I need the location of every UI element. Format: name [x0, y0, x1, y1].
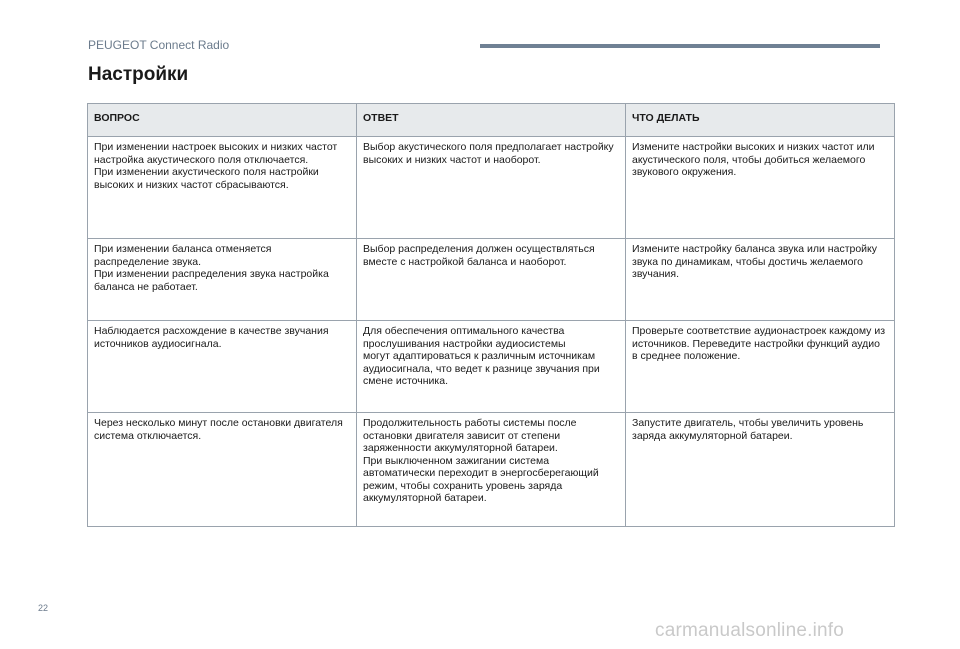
table-row [88, 239, 895, 321]
header-divider-bar [480, 44, 880, 48]
watermark: carmanualsonline.info [655, 620, 845, 641]
question-cell: При изменении баланса отменяется распределение звука. При изменении распределения звука настройка баланса не работает. [88, 239, 357, 321]
table-row [88, 137, 895, 239]
answer-cell: Продолжительность работы системы после остановки двигателя зависит от степени заряженности аккумуляторной батареи. При выключенном зажигании система автоматически переходит в энергосберегающий режим, чтобы сохранить уровень заряда аккумуляторной батареи. [357, 413, 626, 527]
table-row [88, 413, 895, 527]
page-number: 22 [38, 603, 49, 613]
table-header-row [88, 104, 895, 137]
action-cell: Измените настройку баланса звука или настройку звука по динамикам, чтобы достичь желаемого звучания. [626, 239, 895, 321]
answer-cell: Выбор акустического поля предполагает настройку высоких и низких частот и наоборот. [357, 137, 626, 239]
column-header-answer: ОТВЕТ [357, 104, 626, 137]
troubleshooting-table [87, 103, 895, 527]
action-cell: Измените настройки высоких и низких частот или акустического поля, чтобы добиться желаемого звукового окружения. [626, 137, 895, 239]
question-cell: Через несколько минут после остановки двигателя система отключается. [88, 413, 357, 527]
page-title: Настройки [88, 64, 189, 85]
action-cell: Запустите двигатель, чтобы увеличить уровень заряда аккумуляторной батареи. [626, 413, 895, 527]
question-cell: Наблюдается расхождение в качестве звучания источников аудиосигнала. [88, 321, 357, 413]
column-header-action: ЧТО ДЕЛАТЬ [626, 104, 895, 137]
answer-cell: Для обеспечения оптимального качества прослушивания настройки аудиосистемы могут адаптироваться к различным источникам аудиосигнала, что ведет к разнице звучания при смене источника. [357, 321, 626, 413]
manual-header-label: PEUGEOT Connect Radio [88, 38, 230, 52]
table-row [88, 321, 895, 413]
action-cell: Проверьте соответствие аудионастроек каждому из источников. Переведите настройки функций аудио в среднее положение. [626, 321, 895, 413]
question-cell: При изменении настроек высоких и низких частот настройка акустического поля отключается. При изменении акустического поля настройки высоких и низких частот сбрасываются. [88, 137, 357, 239]
column-header-question: ВОПРОС [88, 104, 357, 137]
answer-cell: Выбор распределения должен осуществляться вместе с настройкой баланса и наоборот. [357, 239, 626, 321]
